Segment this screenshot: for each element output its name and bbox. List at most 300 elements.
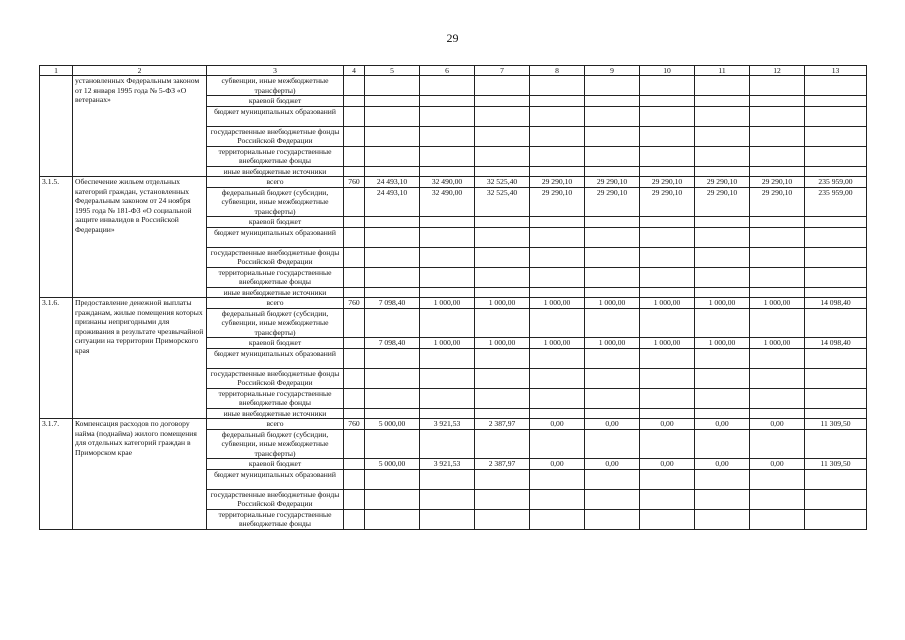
amount-cell (695, 267, 750, 287)
funding-source: бюджет муниципальных образований (207, 227, 344, 247)
amount-cell (475, 106, 530, 126)
budget-code (344, 348, 365, 368)
amount-cell: 1 000,00 (475, 338, 530, 349)
amount-cell: 1 000,00 (475, 298, 530, 309)
amount-cell (750, 96, 805, 107)
amount-cell (585, 267, 640, 287)
amount-cell: 5 000,00 (365, 419, 420, 430)
amount-cell: 1 000,00 (585, 338, 640, 349)
funding-source: краевой бюджет (207, 96, 344, 107)
amount-cell (585, 166, 640, 177)
amount-cell (365, 126, 420, 146)
amount-cell (475, 388, 530, 408)
amount-cell: 2 387,97 (475, 419, 530, 430)
column-number-cell: 12 (750, 66, 805, 76)
amount-cell: 32 490,00 (420, 177, 475, 188)
amount-cell (365, 287, 420, 298)
funding-source: бюджет муниципальных образований (207, 348, 344, 368)
funding-source: иные внебюджетные источники (207, 408, 344, 419)
amount-cell (750, 509, 805, 529)
amount-cell: 0,00 (530, 419, 585, 430)
item-name: Предоставление денежной выплаты гражданам, жилые помещения которых признаны непригодными для проживания в результате чрезвычайной ситуации на территории Приморского края (73, 298, 207, 419)
budget-code (344, 388, 365, 408)
amount-cell (750, 106, 805, 126)
amount-cell (640, 76, 695, 96)
page-number: 29 (446, 31, 459, 45)
amount-cell (750, 368, 805, 388)
amount-cell: 24 493,10 (365, 177, 420, 188)
amount-cell: 0,00 (695, 419, 750, 430)
amount-cell: 0,00 (695, 459, 750, 470)
amount-cell (805, 247, 867, 267)
amount-cell: 2 387,97 (475, 459, 530, 470)
amount-cell: 0,00 (750, 459, 805, 470)
amount-cell: 1 000,00 (750, 338, 805, 349)
column-number-cell: 3 (207, 66, 344, 76)
amount-cell (475, 227, 530, 247)
funding-source: всего (207, 298, 344, 309)
amount-cell (695, 489, 750, 509)
amount-cell (530, 166, 585, 177)
amount-cell: 0,00 (585, 419, 640, 430)
amount-cell (365, 267, 420, 287)
amount-cell (585, 146, 640, 166)
amount-cell (475, 146, 530, 166)
amount-cell (530, 217, 585, 228)
amount-cell: 32 525,40 (475, 177, 530, 188)
budget-code (344, 489, 365, 509)
amount-cell (750, 408, 805, 419)
budget-code (344, 227, 365, 247)
amount-cell (530, 408, 585, 419)
amount-cell (750, 146, 805, 166)
amount-cell (640, 429, 695, 459)
amount-cell (805, 146, 867, 166)
amount-cell (420, 227, 475, 247)
amount-cell: 3 921,53 (420, 459, 475, 470)
budget-table (39, 65, 867, 530)
budget-code: 760 (344, 177, 365, 188)
amount-cell (805, 267, 867, 287)
amount-cell (585, 217, 640, 228)
column-number-row (40, 66, 867, 76)
funding-source: территориальные государственные внебюджетные фонды (207, 146, 344, 166)
funding-source: федеральный бюджет (субсидии, субвенции, иные межбюджетные трансферты) (207, 187, 344, 217)
funding-source: бюджет муниципальных образований (207, 106, 344, 126)
amount-cell (750, 287, 805, 298)
amount-cell (585, 287, 640, 298)
amount-cell (805, 429, 867, 459)
amount-cell (530, 509, 585, 529)
table-body (40, 66, 867, 530)
amount-cell (420, 408, 475, 419)
amount-cell: 1 000,00 (585, 298, 640, 309)
amount-cell (475, 308, 530, 338)
budget-code (344, 187, 365, 217)
amount-cell (640, 126, 695, 146)
amount-cell: 24 493,10 (365, 187, 420, 217)
amount-cell: 235 959,00 (805, 177, 867, 188)
amount-cell (805, 217, 867, 228)
amount-cell (805, 76, 867, 96)
amount-cell (695, 308, 750, 338)
amount-cell (750, 429, 805, 459)
amount-cell (750, 388, 805, 408)
amount-cell (475, 429, 530, 459)
amount-cell: 29 290,10 (750, 187, 805, 217)
amount-cell (530, 126, 585, 146)
amount-cell (695, 227, 750, 247)
amount-cell (475, 76, 530, 96)
amount-cell (750, 267, 805, 287)
amount-cell (420, 96, 475, 107)
amount-cell: 29 290,10 (695, 187, 750, 217)
amount-cell (530, 489, 585, 509)
amount-cell (695, 368, 750, 388)
budget-code: 760 (344, 419, 365, 430)
amount-cell (475, 469, 530, 489)
amount-cell (585, 429, 640, 459)
amount-cell (530, 287, 585, 298)
funding-source: краевой бюджет (207, 459, 344, 470)
table-row (40, 177, 867, 188)
amount-cell (695, 509, 750, 529)
amount-cell (640, 247, 695, 267)
item-name: Компенсация расходов по договору найма (поднайма) жилого помещения для отдельных категорий граждан в Приморском крае (73, 419, 207, 530)
amount-cell (365, 146, 420, 166)
amount-cell (530, 348, 585, 368)
amount-cell (750, 217, 805, 228)
amount-cell (585, 408, 640, 419)
amount-cell: 0,00 (585, 459, 640, 470)
table-row (40, 419, 867, 430)
amount-cell (750, 166, 805, 177)
amount-cell: 0,00 (530, 459, 585, 470)
amount-cell (695, 217, 750, 228)
amount-cell: 11 309,50 (805, 459, 867, 470)
amount-cell (640, 348, 695, 368)
amount-cell (750, 469, 805, 489)
table-row (40, 76, 867, 96)
amount-cell (530, 469, 585, 489)
item-number (40, 76, 73, 177)
column-number-cell: 9 (585, 66, 640, 76)
amount-cell (365, 469, 420, 489)
amount-cell (585, 368, 640, 388)
amount-cell (475, 217, 530, 228)
amount-cell (585, 489, 640, 509)
amount-cell (475, 408, 530, 419)
amount-cell: 235 959,00 (805, 187, 867, 217)
item-number: 3.1.6. (40, 298, 73, 419)
item-name: установленных Федеральным законом от 12 января 1995 года № 5-ФЗ «О ветеранах» (73, 76, 207, 177)
amount-cell (365, 429, 420, 459)
amount-cell: 5 000,00 (365, 459, 420, 470)
amount-cell (585, 96, 640, 107)
amount-cell (475, 489, 530, 509)
amount-cell (585, 308, 640, 338)
amount-cell (530, 429, 585, 459)
budget-code (344, 509, 365, 529)
amount-cell (365, 368, 420, 388)
amount-cell (530, 76, 585, 96)
amount-cell: 1 000,00 (530, 298, 585, 309)
amount-cell (585, 106, 640, 126)
amount-cell (805, 227, 867, 247)
amount-cell (585, 247, 640, 267)
amount-cell (475, 96, 530, 107)
amount-cell (475, 126, 530, 146)
amount-cell (365, 76, 420, 96)
amount-cell (420, 106, 475, 126)
amount-cell (640, 227, 695, 247)
amount-cell (640, 308, 695, 338)
amount-cell (530, 96, 585, 107)
amount-cell (365, 509, 420, 529)
column-number-cell: 1 (40, 66, 73, 76)
amount-cell (365, 106, 420, 126)
amount-cell (695, 287, 750, 298)
amount-cell (585, 348, 640, 368)
amount-cell (420, 217, 475, 228)
amount-cell (530, 146, 585, 166)
amount-cell (695, 247, 750, 267)
amount-cell (420, 166, 475, 177)
amount-cell (640, 469, 695, 489)
amount-cell: 29 290,10 (640, 187, 695, 217)
item-name: Обеспечение жильем отдельных категорий граждан, установленных Федеральным законом от 24 ноября 1995 года № 181-ФЗ «О социальной защите инвалидов в Российской Федерации» (73, 177, 207, 298)
amount-cell (530, 388, 585, 408)
amount-cell (640, 96, 695, 107)
amount-cell (420, 489, 475, 509)
amount-cell: 1 000,00 (420, 298, 475, 309)
amount-cell (640, 489, 695, 509)
amount-cell (805, 489, 867, 509)
budget-code (344, 217, 365, 228)
amount-cell (805, 287, 867, 298)
funding-source: краевой бюджет (207, 217, 344, 228)
budget-code (344, 76, 365, 96)
amount-cell (805, 308, 867, 338)
amount-cell (805, 96, 867, 107)
amount-cell: 29 290,10 (640, 177, 695, 188)
amount-cell (420, 429, 475, 459)
budget-code (344, 469, 365, 489)
amount-cell (420, 388, 475, 408)
column-number-cell: 8 (530, 66, 585, 76)
amount-cell (420, 308, 475, 338)
amount-cell (695, 429, 750, 459)
amount-cell (805, 509, 867, 529)
amount-cell: 1 000,00 (695, 298, 750, 309)
amount-cell (695, 388, 750, 408)
amount-cell (585, 76, 640, 96)
amount-cell: 29 290,10 (585, 177, 640, 188)
amount-cell (695, 76, 750, 96)
amount-cell (585, 509, 640, 529)
amount-cell (365, 96, 420, 107)
amount-cell (530, 247, 585, 267)
amount-cell (805, 106, 867, 126)
amount-cell: 29 290,10 (750, 177, 805, 188)
amount-cell (530, 308, 585, 338)
amount-cell (805, 126, 867, 146)
amount-cell (365, 408, 420, 419)
amount-cell (585, 227, 640, 247)
amount-cell (365, 489, 420, 509)
amount-cell (805, 368, 867, 388)
amount-cell (475, 287, 530, 298)
amount-cell: 0,00 (640, 419, 695, 430)
amount-cell (585, 126, 640, 146)
amount-cell: 1 000,00 (640, 338, 695, 349)
amount-cell (750, 489, 805, 509)
funding-source: бюджет муниципальных образований (207, 469, 344, 489)
amount-cell: 0,00 (750, 419, 805, 430)
amount-cell: 29 290,10 (530, 187, 585, 217)
amount-cell: 1 000,00 (530, 338, 585, 349)
funding-source: всего (207, 419, 344, 430)
amount-cell: 32 490,00 (420, 187, 475, 217)
amount-cell: 7 098,40 (365, 298, 420, 309)
amount-cell: 14 098,40 (805, 338, 867, 349)
amount-cell: 0,00 (640, 459, 695, 470)
funding-source: иные внебюджетные источники (207, 166, 344, 177)
amount-cell (805, 348, 867, 368)
amount-cell: 14 098,40 (805, 298, 867, 309)
column-number-cell: 7 (475, 66, 530, 76)
funding-source: краевой бюджет (207, 338, 344, 349)
funding-source: территориальные государственные внебюджетные фонды (207, 388, 344, 408)
budget-code: 760 (344, 298, 365, 309)
amount-cell (805, 388, 867, 408)
amount-cell: 1 000,00 (420, 338, 475, 349)
funding-source: государственные внебюджетные фонды Российской Федерации (207, 126, 344, 146)
amount-cell: 7 098,40 (365, 338, 420, 349)
budget-code (344, 267, 365, 287)
amount-cell (640, 287, 695, 298)
amount-cell (420, 76, 475, 96)
amount-cell (640, 408, 695, 419)
amount-cell (695, 126, 750, 146)
amount-cell (695, 146, 750, 166)
funding-source: государственные внебюджетные фонды Российской Федерации (207, 368, 344, 388)
amount-cell: 1 000,00 (695, 338, 750, 349)
budget-code (344, 247, 365, 267)
amount-cell: 3 921,53 (420, 419, 475, 430)
amount-cell (365, 217, 420, 228)
column-number-cell: 2 (73, 66, 207, 76)
budget-code (344, 368, 365, 388)
amount-cell (530, 106, 585, 126)
amount-cell (695, 469, 750, 489)
budget-code (344, 96, 365, 107)
column-number-cell: 13 (805, 66, 867, 76)
amount-cell (475, 267, 530, 287)
amount-cell (805, 166, 867, 177)
amount-cell (365, 388, 420, 408)
amount-cell: 29 290,10 (585, 187, 640, 217)
amount-cell (750, 348, 805, 368)
item-number: 3.1.7. (40, 419, 73, 530)
amount-cell (475, 368, 530, 388)
amount-cell (420, 267, 475, 287)
amount-cell (805, 408, 867, 419)
budget-code (344, 308, 365, 338)
funding-source: территориальные государственные внебюджетные фонды (207, 509, 344, 529)
amount-cell: 11 309,50 (805, 419, 867, 430)
amount-cell (750, 76, 805, 96)
amount-cell (365, 166, 420, 177)
budget-code (344, 408, 365, 419)
column-number-cell: 10 (640, 66, 695, 76)
funding-source: территориальные государственные внебюджетные фонды (207, 267, 344, 287)
budget-code (344, 287, 365, 298)
amount-cell (420, 287, 475, 298)
amount-cell (420, 247, 475, 267)
amount-cell (420, 348, 475, 368)
funding-source: иные внебюджетные источники (207, 287, 344, 298)
budget-code (344, 106, 365, 126)
funding-source: всего (207, 177, 344, 188)
budget-code (344, 126, 365, 146)
amount-cell (530, 267, 585, 287)
amount-cell (640, 217, 695, 228)
amount-cell (365, 247, 420, 267)
amount-cell (695, 96, 750, 107)
amount-cell (420, 126, 475, 146)
budget-code (344, 459, 365, 470)
item-number: 3.1.5. (40, 177, 73, 298)
amount-cell: 1 000,00 (750, 298, 805, 309)
amount-cell (365, 308, 420, 338)
amount-cell (530, 227, 585, 247)
budget-code (344, 146, 365, 166)
amount-cell (420, 509, 475, 529)
column-number-cell: 5 (365, 66, 420, 76)
budget-code (344, 429, 365, 459)
amount-cell (365, 348, 420, 368)
amount-cell (585, 388, 640, 408)
amount-cell (640, 166, 695, 177)
amount-cell (585, 469, 640, 489)
amount-cell (695, 348, 750, 368)
amount-cell (640, 368, 695, 388)
amount-cell (475, 166, 530, 177)
amount-cell (640, 267, 695, 287)
amount-cell (640, 388, 695, 408)
budget-code (344, 338, 365, 349)
amount-cell: 29 290,10 (695, 177, 750, 188)
amount-cell (475, 247, 530, 267)
amount-cell (475, 509, 530, 529)
amount-cell (695, 106, 750, 126)
amount-cell (365, 227, 420, 247)
amount-cell (420, 469, 475, 489)
table-row (40, 298, 867, 309)
amount-cell (640, 146, 695, 166)
amount-cell (420, 146, 475, 166)
column-number-cell: 6 (420, 66, 475, 76)
funding-source: федеральный бюджет (субсидии, субвенции, иные межбюджетные трансферты) (207, 308, 344, 338)
amount-cell (530, 368, 585, 388)
amount-cell (640, 106, 695, 126)
budget-code (344, 166, 365, 177)
column-number-cell: 11 (695, 66, 750, 76)
amount-cell (750, 227, 805, 247)
funding-source: субвенции, иные межбюджетные трансферты) (207, 76, 344, 96)
amount-cell: 1 000,00 (640, 298, 695, 309)
